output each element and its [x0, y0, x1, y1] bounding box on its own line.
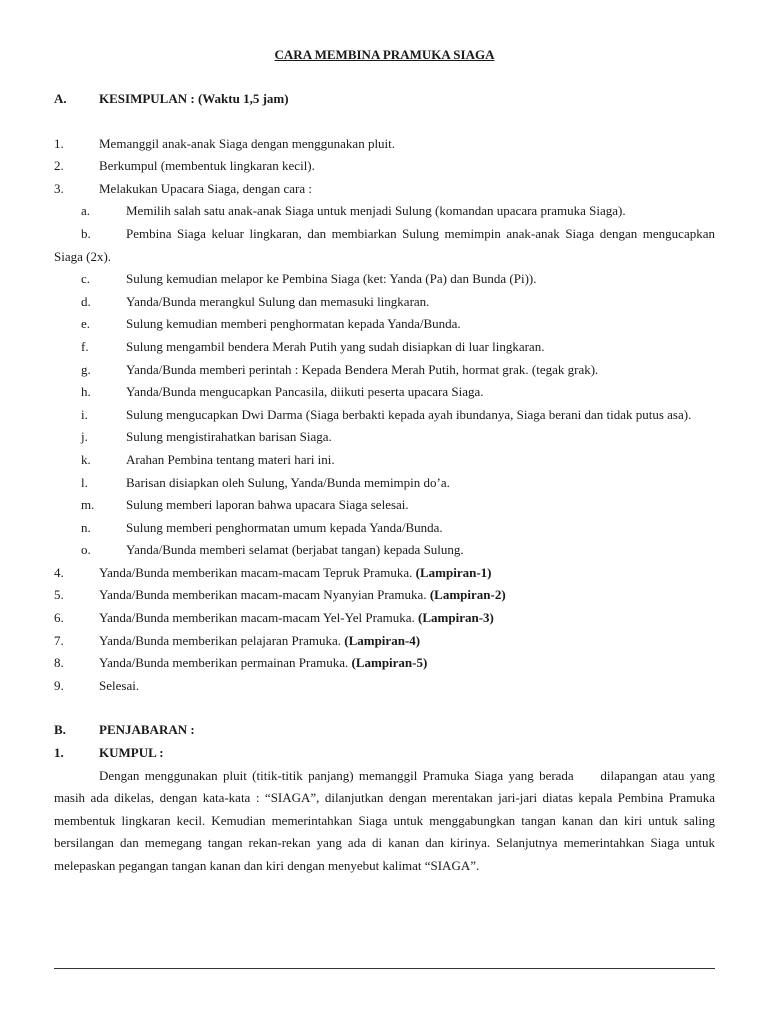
- section-number: A.: [54, 91, 67, 106]
- item-number: l.: [81, 474, 88, 490]
- item-text: Memilih salah satu anak-anak Siaga untuk menjadi Sulung (komandan upacara pramuka Siaga).: [126, 203, 626, 219]
- list-item: [54, 607, 715, 630]
- item-text: Yanda/Bunda mengucapkan Pancasila, diikuti peserta upacara Siaga.: [126, 384, 484, 400]
- item-text: Sulung kemudian melapor ke Pembina Siaga (ket: Yanda (Pa) dan Bunda (Pi)).: [126, 271, 537, 287]
- sub-item: [54, 494, 715, 517]
- item-number: n.: [81, 519, 91, 535]
- appendix-reference: (Lampiran-2): [429, 587, 506, 603]
- item-text: Yanda/Bunda memberikan permainan Pramuka.: [99, 655, 352, 671]
- item-number: 3.: [54, 180, 64, 196]
- sub-item: [54, 381, 715, 404]
- appendix-reference: (Lampiran-5): [351, 655, 428, 671]
- list-item: [54, 155, 715, 178]
- section-number: B.: [54, 722, 66, 738]
- item-text: Yanda/Bunda memberikan macam-macam Nyanyian Pramuka.: [99, 587, 430, 603]
- item-text: Yanda/Bunda memberikan macam-macam Tepruk Pramuka.: [99, 564, 416, 580]
- section-title: KESIMPULAN : (Waktu 1,5 jam): [99, 91, 289, 106]
- item-text: Sulung kemudian memberi penghormatan kepada Yanda/Bunda.: [126, 316, 461, 332]
- item-number: 5.: [54, 587, 64, 603]
- sub-item: [54, 426, 715, 449]
- item-number: 7.: [54, 632, 64, 648]
- steps-list-bottom: [54, 562, 715, 698]
- sub-item: [54, 472, 715, 495]
- document-title: CARA MEMBINA PRAMUKA SIAGA: [274, 47, 495, 62]
- item-text: Pembina Siaga keluar lingkaran, dan membiarkan Sulung memimpin anak-anak Siaga dengan mengucapkan Siaga (2x).: [54, 225, 715, 264]
- section-title: PENJABARAN :: [99, 722, 195, 738]
- appendix-reference: (Lampiran-3): [418, 610, 494, 626]
- sub-item: [54, 223, 715, 268]
- item-number: 2.: [54, 158, 64, 174]
- sub-item: [54, 291, 715, 314]
- item-text: Yanda/Bunda merangkul Sulung dan memasuki lingkaran.: [126, 293, 430, 309]
- item-text: Arahan Pembina tentang materi hari ini.: [126, 451, 335, 467]
- item-text: Melakukan Upacara Siaga, dengan cara :: [99, 180, 312, 196]
- item-number: f.: [81, 338, 89, 354]
- item-number: k.: [81, 451, 91, 467]
- sub-item: [54, 313, 715, 336]
- item-number: 4.: [54, 564, 64, 580]
- item-text: Barisan disiapkan oleh Sulung, Yanda/Bunda memimpin do’a.: [126, 474, 450, 490]
- steps-list-top: [54, 133, 715, 201]
- item-number: a.: [81, 203, 91, 219]
- item-number: j.: [81, 429, 88, 445]
- list-item: [54, 630, 715, 653]
- list-item: [54, 133, 715, 156]
- sub-item: [54, 404, 715, 427]
- subsection-number: 1.: [54, 745, 64, 761]
- list-item: [54, 178, 715, 201]
- item-number: 1.: [54, 135, 64, 151]
- document-page: [54, 44, 719, 878]
- item-number: m.: [81, 497, 95, 513]
- item-number: 6.: [54, 610, 64, 626]
- item-number: o.: [81, 542, 91, 558]
- item-text: Sulung memberi penghormatan umum kepada Yanda/Bunda.: [126, 519, 443, 535]
- item-number: i.: [81, 406, 88, 422]
- section-b-heading: [54, 719, 715, 742]
- sub-item: [54, 449, 715, 472]
- item-number: g.: [81, 361, 91, 377]
- item-number: b.: [81, 225, 91, 241]
- item-text: Selesai.: [99, 677, 140, 693]
- sub-item: [54, 336, 715, 359]
- item-text: Yanda/Bunda memberi selamat (berjabat tangan) kepada Sulung.: [126, 542, 464, 558]
- list-item: [54, 675, 715, 698]
- item-text: Memanggil anak-anak Siaga dengan menggunakan pluit.: [99, 135, 396, 151]
- item-text: Berkumpul (membentuk lingkaran kecil).: [99, 158, 315, 174]
- section-a-heading: [54, 88, 715, 111]
- sub-item: [54, 268, 715, 291]
- item-number: 8.: [54, 655, 64, 671]
- item-text: Yanda/Bunda memberi perintah : Kepada Bendera Merah Putih, hormat grak. (tegak grak).: [126, 361, 599, 377]
- item-text: Yanda/Bunda memberikan pelajaran Pramuka.: [99, 632, 345, 648]
- item-text: Sulung mengistirahatkan barisan Siaga.: [126, 429, 332, 445]
- subsection-title: KUMPUL :: [99, 745, 164, 761]
- item-text: Sulung memberi laporan bahwa upacara Siaga selesai.: [126, 497, 409, 513]
- body-paragraph: Dengan menggunakan pluit (titik-titik panjang) memanggil Pramuka Siaga yang berada dilapangan atau yang masih ada dikelas, dengan kata-kata : “SIAGA”, dilanjutkan dengan merentakan jari-jari diatas kepala Pembina Pramuka membentuk lingkaran kecil. Kemudian memerintahkan Siaga untuk menggabungkan tangan kanan dan kiri untuk saling bersilangan dan memegang tangan rekan-rekan yang ada di kanan dan kirinya. Selanjutnya memerintahkan Siaga untuk melepaskan pegangan tangan kanan dan kiri dengan menyebut kalimat “SIAGA”.: [54, 767, 719, 873]
- sub-item: [54, 359, 715, 382]
- item-text: Sulung mengambil bendera Merah Putih yang sudah disiapkan di luar lingkaran.: [126, 338, 545, 354]
- appendix-reference: (Lampiran-1): [415, 564, 492, 580]
- list-item: [54, 652, 715, 675]
- appendix-reference: (Lampiran-4): [344, 632, 421, 648]
- footer-divider: [54, 968, 715, 969]
- item-number: 9.: [54, 677, 64, 693]
- item-number: e.: [81, 316, 91, 332]
- list-item: [54, 584, 715, 607]
- item-text: Sulung mengucapkan Dwi Darma (Siaga berbakti kepada ayah ibundanya, Siaga berani dan tidak putus asa).: [126, 406, 692, 422]
- sub-item: [54, 539, 715, 562]
- item-number: d.: [81, 293, 91, 309]
- substeps-list: [54, 200, 715, 562]
- sub-item: [54, 200, 715, 223]
- list-item: [54, 562, 715, 585]
- item-number: c.: [81, 271, 91, 287]
- item-number: h.: [81, 384, 91, 400]
- item-text: Yanda/Bunda memberikan macam-macam Yel-Yel Pramuka.: [99, 610, 419, 626]
- subsection-heading: [54, 742, 715, 765]
- sub-item: [54, 517, 715, 540]
